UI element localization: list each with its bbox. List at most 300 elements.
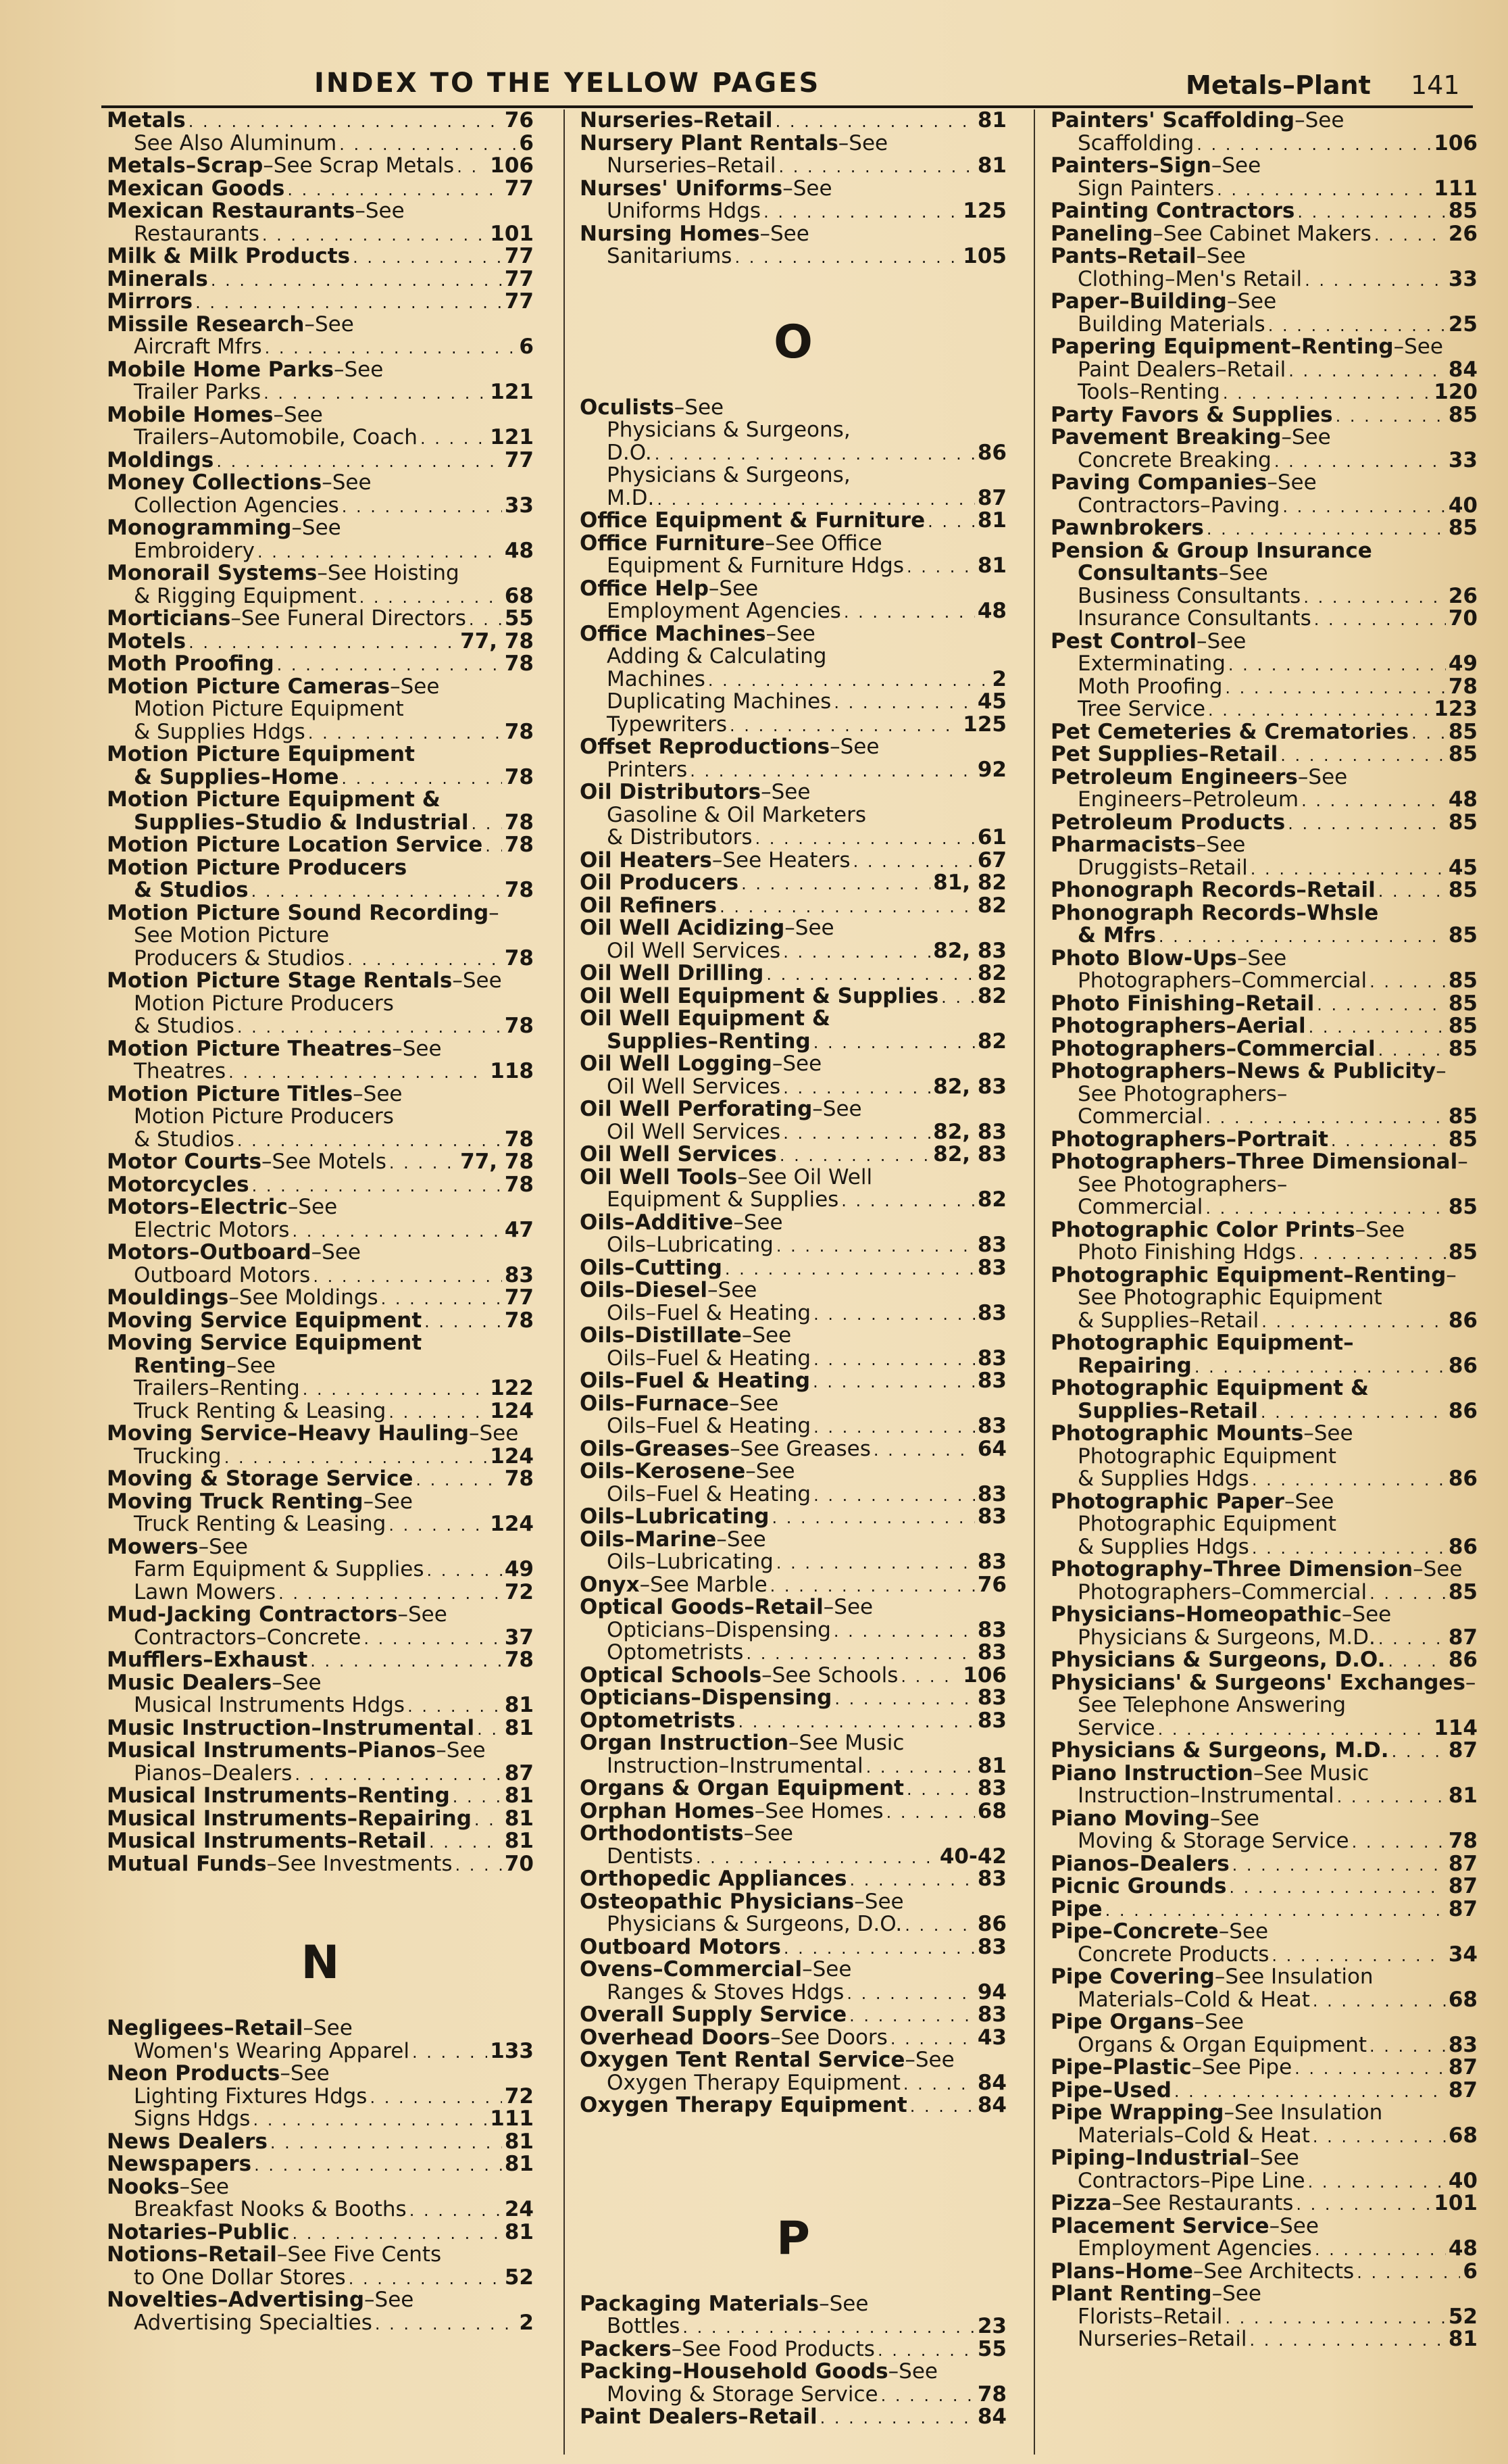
reference-text: Photographers–Commercial: [1078, 1581, 1367, 1604]
entry-line: [1051, 1083, 1478, 1106]
page-number: 141: [1411, 70, 1460, 100]
reference-text: Engineers–Petroleum: [1078, 789, 1299, 812]
page-reference: 86: [1448, 1309, 1478, 1332]
reference-text: Breakfast Nooks & Booths: [134, 2198, 407, 2221]
reference-text: Motion Picture Producers: [134, 992, 394, 1015]
reference-text: Tools–Renting: [1078, 381, 1220, 404]
reference-text: Advertising Specialties: [134, 2311, 372, 2334]
reference-text: Lawn Mowers: [134, 1581, 276, 1604]
entry-line: [580, 200, 1007, 223]
entry-line: [1051, 970, 1478, 993]
heading-text: Pawnbrokers: [1051, 517, 1204, 540]
dot-leader: [1232, 1853, 1446, 1876]
cross-reference: –See: [1267, 472, 1317, 495]
entry-line: [580, 1868, 1007, 1891]
page-reference: 81: [977, 155, 1007, 178]
dot-leader: [1374, 223, 1446, 246]
index-entry: [1051, 1038, 1478, 1061]
dot-leader: [341, 766, 501, 789]
cross-reference: –See: [1295, 109, 1344, 132]
cross-reference: –See: [304, 313, 354, 336]
entry-line: [1051, 1355, 1478, 1378]
section-guide-words: Metals–Plant: [1186, 70, 1371, 100]
index-entry: [580, 917, 1007, 962]
entry-line: [107, 1264, 534, 1287]
page-reference: 106: [490, 155, 534, 178]
page-reference: 85: [1448, 200, 1478, 223]
dot-leader: [416, 1468, 501, 1491]
page-reference: 87: [977, 487, 1007, 510]
dot-leader: [813, 1302, 975, 1325]
index-entry: [107, 2131, 534, 2154]
page-reference: 37: [504, 1626, 534, 1649]
index-entry: [580, 1008, 1007, 1053]
heading-text: Oils–Additive: [580, 1211, 734, 1234]
cross-reference: –See: [782, 177, 832, 200]
reference-text: Restaurants: [134, 222, 259, 245]
index-entry: [107, 1536, 534, 1604]
entry-line: [1051, 1536, 1478, 1559]
index-entry: [107, 314, 534, 359]
index-entry: [580, 578, 1007, 623]
page-reference: 124: [490, 1400, 534, 1423]
dot-leader: [1378, 1627, 1446, 1650]
dot-leader: [313, 1264, 502, 1287]
entry-line: [1051, 2056, 1478, 2079]
cross-reference: –See: [311, 1241, 361, 1264]
entry-line: [1051, 291, 1478, 314]
cross-reference: –See Insulation: [1224, 2102, 1383, 2125]
entry-line: [1051, 1241, 1478, 1264]
entry-line: [107, 1083, 534, 1106]
entry-line: [1051, 1830, 1478, 1853]
page-reference: 6: [519, 336, 534, 359]
dot-leader: [844, 600, 975, 623]
heading-text: Piano Instruction: [1051, 1762, 1253, 1785]
entry-line: [580, 155, 1007, 178]
page-reference: 77: [504, 1287, 534, 1310]
dot-leader: [1207, 517, 1446, 540]
cross-reference: –: [1457, 1151, 1468, 1174]
entry-line: [1051, 495, 1478, 518]
page-reference: 78: [504, 653, 534, 676]
index-entry: [107, 1785, 534, 1808]
index-entry: [107, 449, 534, 472]
index-entry: [1051, 2261, 1478, 2284]
cross-reference: –See: [707, 1279, 757, 1302]
dot-leader: [1205, 1106, 1445, 1129]
entry-line: [580, 1189, 1007, 1212]
entry-line: [107, 1491, 534, 1514]
reference-text: Gasoline & Oil Marketers: [607, 804, 866, 827]
page-reference: 94: [977, 1981, 1007, 2004]
index-entry: [580, 1393, 1007, 1438]
dot-leader: [783, 1121, 930, 1144]
entry-line: [1051, 925, 1478, 947]
reference-text: Oils–Fuel & Heating: [607, 1347, 811, 1370]
entry-line: [107, 178, 534, 201]
dot-leader: [278, 1581, 502, 1604]
section-letter: P: [776, 2211, 810, 2265]
entry-line: [580, 1031, 1007, 1054]
heading-text: Office Furniture: [580, 532, 765, 555]
dot-leader: [1225, 676, 1445, 699]
page-reference: 87: [504, 1762, 534, 1785]
entry-line: [107, 2063, 534, 2086]
page-reference: 123: [1434, 698, 1478, 721]
heading-text: Oil Well Acidizing: [580, 917, 785, 940]
heading-text: Optometrists: [580, 1709, 736, 1732]
entry-line: [580, 1325, 1007, 1348]
index-entry: [1051, 517, 1478, 540]
entry-line: [580, 464, 1007, 487]
dot-leader: [1197, 132, 1431, 155]
index-entry: [107, 1287, 534, 1310]
page-reference: 84: [1448, 358, 1478, 381]
index-column-3: [1051, 109, 1478, 2351]
reference-text: Oils–Lubricating: [607, 1234, 774, 1257]
dot-leader: [1331, 1129, 1446, 1152]
heading-text: Moving Truck Renting: [107, 1490, 363, 1513]
dot-leader: [890, 2027, 975, 2050]
page-reference: 77: [504, 291, 534, 314]
dot-leader: [252, 1174, 502, 1197]
reference-text: & Supplies Hdgs: [134, 720, 305, 743]
cross-reference: –See: [1194, 2011, 1244, 2034]
reference-text: Photographers–Commercial: [1078, 970, 1367, 993]
cross-reference: –See: [1269, 2215, 1319, 2238]
dot-leader: [776, 1551, 975, 1574]
cross-reference: –See Restaurants: [1111, 2192, 1294, 2215]
entry-line: [580, 917, 1007, 940]
heading-text: Supplies–Retail: [1078, 1400, 1258, 1423]
dot-leader: [1297, 200, 1445, 223]
entry-line: [107, 2108, 534, 2131]
index-entry: [107, 1468, 534, 1491]
page-reference: 106: [963, 1664, 1007, 1687]
dot-leader: [738, 1710, 974, 1733]
cross-reference: –See: [1284, 1490, 1334, 1513]
dot-leader: [874, 1438, 975, 1461]
entry-line: [1051, 698, 1478, 721]
reference-text: Sanitariums: [607, 245, 732, 268]
page-reference: 83: [977, 1687, 1007, 1710]
dot-leader: [720, 895, 975, 918]
entry-line: [1051, 834, 1478, 857]
heading-text: Piping–Industrial: [1051, 2147, 1250, 2170]
entry-line: [107, 1219, 534, 1242]
index-entry: [1051, 1808, 1478, 1853]
entry-line: [1051, 1627, 1478, 1650]
entry-line: [107, 314, 534, 337]
page-reference: 61: [977, 827, 1007, 849]
entry-line: [580, 223, 1007, 246]
heading-text: Oil Well Equipment & Supplies: [580, 985, 939, 1008]
entry-line: [580, 2004, 1007, 2027]
entry-line: [1051, 223, 1478, 246]
dot-leader: [780, 1143, 930, 1166]
entry-line: [107, 381, 534, 404]
heading-text: Mexican Restaurants: [107, 200, 355, 223]
heading-text: Oils–Cutting: [580, 1256, 722, 1279]
page-reference: 77, 78: [460, 1151, 534, 1174]
entry-line: [107, 993, 534, 1016]
reference-text: Contractors–Pipe Line: [1078, 2169, 1305, 2192]
index-entry: [1051, 2011, 1478, 2056]
reference-text: Moth Proofing: [1078, 675, 1223, 698]
index-entry: [1051, 2102, 1478, 2147]
entry-line: [1051, 517, 1478, 540]
index-entry: [1051, 2215, 1478, 2261]
index-entry: [107, 676, 534, 744]
cross-reference: –See: [733, 1211, 783, 1234]
entry-line: [1051, 1038, 1478, 1061]
cross-reference: –: [488, 902, 499, 925]
index-entry: [1051, 1672, 1478, 1740]
dot-leader: [907, 1777, 975, 1800]
reference-text: Signs Hdgs: [134, 2108, 251, 2131]
dot-leader: [655, 442, 975, 465]
cross-reference: –See Architects: [1192, 2260, 1355, 2283]
cross-reference: –See Heaters: [711, 849, 851, 872]
cross-reference: –See: [761, 781, 811, 804]
heading-text: Mufflers–Exhaust: [107, 1649, 308, 1672]
page-reference: 40: [1448, 2169, 1478, 2192]
index-entry: [580, 1574, 1007, 1597]
dot-leader: [1205, 1196, 1445, 1219]
index-entry: [1051, 1875, 1478, 1898]
page-reference: 87: [1448, 2079, 1478, 2102]
reference-text: Service: [1078, 1717, 1155, 1740]
heading-text: Photographic Equipment–Renting: [1051, 1264, 1447, 1287]
dot-leader: [420, 426, 487, 449]
entry-line: [1051, 2170, 1478, 2193]
heading-text: Painting Contractors: [1051, 200, 1295, 223]
dot-leader: [292, 1219, 501, 1242]
heading-text: Photographers–Aerial: [1051, 1015, 1306, 1038]
dot-leader: [1159, 925, 1446, 947]
dot-leader: [1252, 1468, 1446, 1491]
page-reference: 85: [1448, 1241, 1478, 1264]
dot-leader: [474, 1808, 502, 1831]
page-reference: 83: [977, 1642, 1007, 1665]
heading-text: Mud-Jacking Contractors: [107, 1604, 398, 1627]
index-entry: [580, 1098, 1007, 1143]
index-column-1: [107, 109, 534, 2334]
dot-leader: [287, 178, 502, 201]
entry-line: [580, 895, 1007, 918]
heading-text: Pet Supplies–Retail: [1051, 743, 1278, 766]
index-column-2: [580, 109, 1007, 2429]
index-entry: [1051, 1332, 1478, 1377]
dot-leader: [188, 109, 502, 132]
heading-text: Consultants: [1078, 562, 1219, 585]
index-entry: [107, 857, 534, 902]
cross-reference: –See: [287, 1196, 338, 1219]
reference-text: Instruction–Instrumental: [607, 1754, 863, 1777]
entry-line: [1051, 1740, 1478, 1763]
dot-leader: [878, 2338, 975, 2361]
entry-line: [107, 1241, 534, 1264]
dot-leader: [1280, 743, 1446, 766]
dot-leader: [813, 1483, 975, 1506]
page-reference: 86: [1448, 1535, 1478, 1558]
index-entry: [580, 736, 1007, 781]
reference-text: See Photographers–: [1078, 1083, 1288, 1106]
page-reference: 83: [977, 1234, 1007, 1257]
page-reference: 52: [1448, 2305, 1478, 2328]
heading-text: Orthodontists: [580, 1823, 744, 1846]
page-reference: 87: [1448, 1852, 1478, 1875]
entry-line: [1051, 2328, 1478, 2351]
index-entry: [1051, 472, 1478, 517]
entry-line: [107, 1060, 534, 1083]
heading-text: Optical Goods–Retail: [580, 1596, 824, 1619]
page-reference: 78: [1448, 1830, 1478, 1853]
cross-reference: –See: [728, 1392, 779, 1415]
page-reference: 85: [1448, 720, 1478, 743]
page-reference: 85: [1448, 992, 1478, 1015]
heading-text: Motion Picture Theatres: [107, 1037, 393, 1060]
entry-line: [107, 2198, 534, 2221]
entry-line: [1051, 540, 1478, 563]
index-entry: [1051, 2283, 1478, 2351]
entry-line: [1051, 857, 1478, 880]
entry-line: [580, 1891, 1007, 1914]
entry-line: [1051, 947, 1478, 970]
page-reference: 86: [1448, 1468, 1478, 1491]
dot-leader: [1195, 1355, 1446, 1378]
heading-text: Osteopathic Physicians: [580, 1890, 855, 1913]
entry-line: [580, 1665, 1007, 1687]
cross-reference: –: [1465, 1671, 1476, 1694]
dot-leader: [265, 336, 517, 359]
entry-line: [1051, 109, 1478, 132]
cross-reference: –See: [784, 917, 834, 940]
index-entry: [107, 359, 534, 404]
index-entry: [1051, 245, 1478, 291]
dot-leader: [1301, 789, 1446, 812]
entry-line: [580, 2049, 1007, 2072]
page-reference: 121: [490, 426, 534, 449]
reference-text: D.O.: [607, 441, 652, 464]
entry-line: [580, 1438, 1007, 1461]
index-entry: [580, 1257, 1007, 1280]
heading-text: Mexican Goods: [107, 177, 285, 200]
cross-reference: –See: [1341, 1604, 1392, 1627]
index-entry: [580, 533, 1007, 578]
index-entry: [580, 1529, 1007, 1574]
page-reference: 85: [1448, 925, 1478, 947]
index-entry: [107, 200, 534, 245]
index-entry: [580, 1936, 1007, 1959]
heading-text: Nursery Plant Rentals: [580, 132, 838, 155]
dot-leader: [407, 1694, 502, 1717]
reference-text: Typewriters: [607, 713, 728, 736]
dot-leader: [303, 1377, 488, 1400]
entry-line: [1051, 2283, 1478, 2306]
index-entry: [580, 1800, 1007, 1823]
heading-text: Moldings: [107, 449, 214, 472]
heading-text: Oils–Lubricating: [580, 1506, 770, 1529]
index-entry: [107, 2153, 534, 2176]
heading-text: Oxygen Tent Rental Service: [580, 2049, 905, 2072]
reference-text: Equipment & Furniture Hdgs: [607, 555, 905, 578]
dot-leader: [381, 1287, 502, 1310]
cross-reference: –See Hoisting: [317, 562, 459, 585]
heading-text: Onyx: [580, 1573, 640, 1596]
cross-reference: –See: [1218, 1921, 1269, 1944]
reference-text: Embroidery: [134, 539, 255, 562]
index-entry: [1051, 336, 1478, 404]
dot-leader: [308, 721, 502, 744]
index-entry: [107, 562, 534, 608]
entry-line: [107, 1536, 534, 1559]
dot-leader: [342, 495, 502, 518]
dot-leader: [696, 1846, 937, 1869]
entry-line: [580, 1777, 1007, 1800]
dot-leader: [1388, 1649, 1445, 1672]
cross-reference: –See: [1196, 630, 1247, 653]
dot-leader: [1378, 1038, 1446, 1061]
heading-text: Pipe Covering: [1051, 1966, 1215, 1989]
entry-line: [580, 132, 1007, 155]
heading-text: Oil Well Drilling: [580, 962, 764, 985]
page-reference: 83: [977, 1415, 1007, 1438]
cross-reference: –See: [291, 517, 341, 540]
entry-line: [1051, 585, 1478, 608]
page-reference: 85: [1448, 970, 1478, 993]
dot-leader: [270, 2131, 502, 2154]
reference-text: Musical Instruments Hdgs: [134, 1694, 405, 1717]
page-reference: 67: [977, 849, 1007, 872]
reference-text: to One Dollar Stores: [134, 2266, 346, 2289]
entry-line: [107, 1717, 534, 1740]
entry-line: [1051, 1717, 1478, 1740]
dot-leader: [1223, 381, 1431, 404]
entry-line: [1051, 1219, 1478, 1242]
dot-leader: [847, 1981, 975, 2004]
entry-line: [1051, 381, 1478, 404]
heading-text: Piano Moving: [1051, 1807, 1210, 1830]
dot-leader: [277, 653, 502, 676]
cross-reference: –See: [1195, 834, 1246, 857]
index-entry: [1051, 1060, 1478, 1129]
page-reference: 77: [504, 268, 534, 291]
entry-line: [107, 1468, 534, 1491]
entry-line: [580, 487, 1007, 510]
page-reference: 34: [1448, 1943, 1478, 1966]
page-reference: 82: [977, 894, 1007, 917]
index-entry: [1051, 993, 1478, 1016]
entry-line: [580, 1687, 1007, 1710]
index-entry: [580, 1279, 1007, 1325]
entry-line: [580, 1460, 1007, 1483]
reference-text: Instruction–Instrumental: [1078, 1785, 1334, 1808]
page-reference: 77, 78: [460, 630, 534, 653]
reference-text: Photographic Equipment: [1078, 1513, 1336, 1536]
cross-reference: –See: [364, 2289, 414, 2312]
entry-line: [107, 1377, 534, 1400]
reference-text: Oils–Lubricating: [607, 1551, 774, 1574]
dot-leader: [746, 1642, 974, 1665]
index-entry: [107, 653, 534, 676]
dot-leader: [657, 487, 975, 510]
index-entry: [107, 2176, 534, 2221]
heading-text: Oils–Fuel & Heating: [580, 1370, 811, 1393]
dot-leader: [412, 2040, 487, 2063]
page-reference: 85: [1448, 879, 1478, 902]
